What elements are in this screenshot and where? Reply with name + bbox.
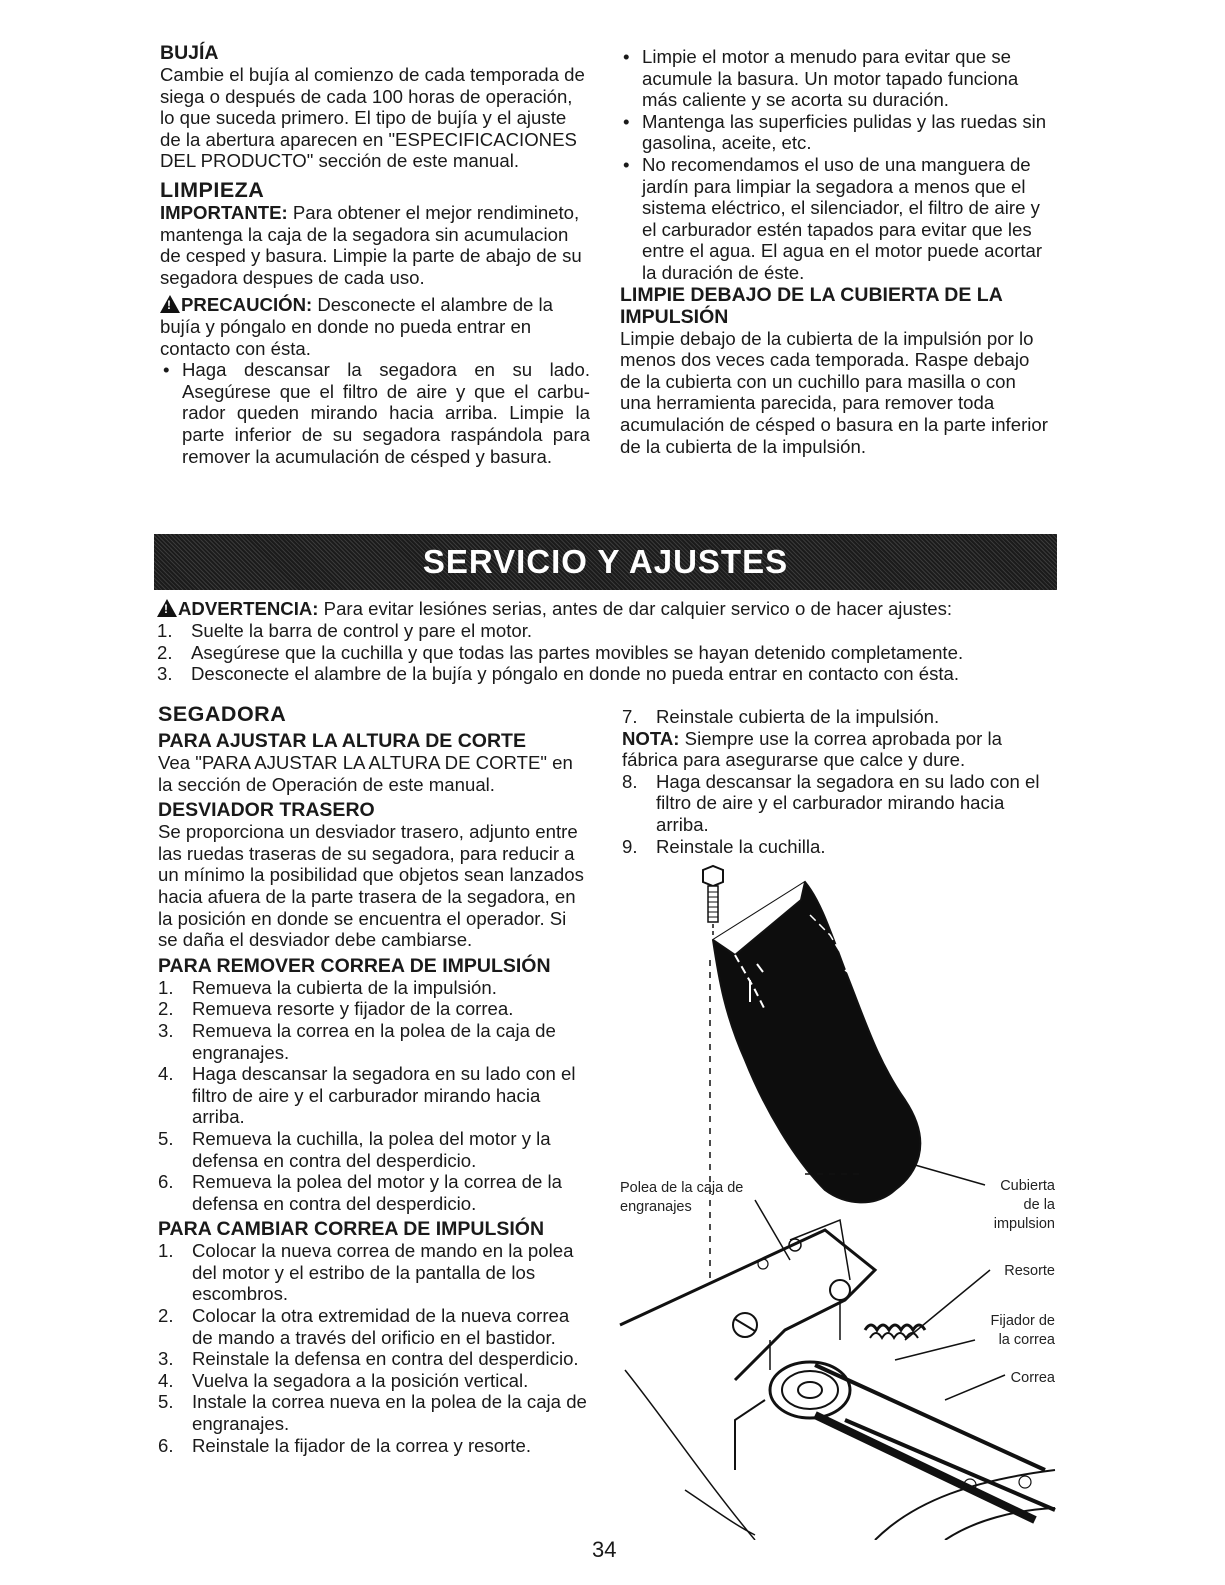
remover-heading: PARA REMOVER CORREA DE IMPULSIÓN (158, 954, 551, 977)
list-item: • No recomendamos el uso de una manguera de jardín para limpiar la segadora a menos que el sistema eléctrico, el silenciador, el filtro de aire y el carburador estén tapados para evitar que les entre el agua. El agua en el motor puede acortar la duración de éste. (620, 154, 1050, 284)
list-item: • Mantenga las superficies pulidas y las ruedas sin gasolina, aceite, etc. (620, 111, 1050, 154)
warning-text: Para evitar lesiónes serias, antes de dar calquier servico o de hacer ajustes: (318, 598, 953, 619)
page-number: 34 (592, 1537, 617, 1562)
nota-label: NOTA: (622, 727, 680, 749)
warning-triangle-icon (157, 599, 177, 617)
label-cubierta-line3: impulsion (993, 1216, 1055, 1232)
pulley-icon (735, 1362, 850, 1470)
warning-steps (157, 620, 1057, 685)
left-top-column (160, 42, 590, 467)
right-top-column (620, 46, 1050, 457)
list-item: • Limpie el motor a menudo para evitar que se acumule la basura. Un motor tapado funciona más caliente y se acorta su duración. (620, 46, 1050, 111)
list-item: 9. Reinstale la cuchilla. (622, 835, 826, 857)
nota-text: Siempre use la correa aprobada por la fábrica para asegurarse que calce y dure. (622, 727, 1002, 771)
remover-steps (158, 977, 590, 1215)
list-item: • Haga descansar la segadora en su lado. Asegúrese que el filtro de aire y que el carburador queden mirando hacia arriba. Limpie la parte inferior de su segadora raspándola para remover la acumulación de césped y basura. (160, 359, 590, 467)
list-item: 1. Colocar la nueva correa de mando en la polea del motor y el estribo de la pantalla de los escombros. (158, 1240, 574, 1305)
list-item: 4. Haga descansar la segadora en su lado con el filtro de aire y el carburador mirando hacia arriba. (158, 1063, 576, 1128)
cubierta-text: Limpie debajo de la cubierta de la impulsión por lo menos dos veces cada temporada. Raspe debajo de la cubierta con un cuchillo para masilla o con una herramienta parecida, para remover toda acumulación de césped o basura en la parte inferior de la cubierta de la impulsión. (620, 327, 1048, 457)
bujia-text: Cambie el bujía al comienzo de cada temporada de siega o después de cada 100 horas de operación, lo que suceda primero. El tipo de bujía y el ajuste de la abertura aparecen en "ESPECIFICACIONES DEL PRODUCTO" sección de este manual. (160, 64, 585, 172)
list-item: 2. Colocar la otra extremidad de la nueva correa de mando a través del orificio en el bastidor. (158, 1305, 570, 1348)
cambiar-steps-continued (622, 706, 1052, 728)
cambiar-steps (158, 1240, 590, 1456)
cubierta-heading: LIMPIE DEBAJO DE LA CUBIERTA DE LA IMPULSIÓN (620, 283, 1003, 328)
desviador-text: Se proporciona un desviador trasero, adjunto entre las ruedas traseras de su segadora, para reducir a un mínimo la posibilidad que objetos sean lanzados hacia afuera de la parte trasera de la segadora, en la posición en donde se encuentra el operador. Si se daña el desviador debe cambiarse. (158, 821, 584, 951)
right-bottom-column (622, 706, 1052, 857)
drive-belt-diagram (615, 860, 1060, 1540)
final-steps (622, 771, 1052, 857)
caution-label: PRECAUCIÓN: (181, 294, 313, 316)
label-polea-line1: Polea de la caja de (620, 1180, 744, 1196)
label-cubierta-line2: de la (1023, 1197, 1055, 1213)
banner-title: SERVICIO Y AJUSTES (422, 543, 789, 580)
label-polea-line2: engranajes (620, 1199, 692, 1215)
list-item: 6. Remueva la polea del motor y la correa de la defensa en contra del desperdicio. (158, 1171, 563, 1214)
nota-line (622, 728, 1052, 771)
bujia-heading: BUJÍA (160, 42, 219, 64)
list-item: 1. Suelte la barra de control y pare el motor. (157, 619, 533, 641)
left-bottom-column (158, 702, 590, 1456)
list-item: 3. Desconecte el alambre de la bujía y póngalo en donde no pueda entrar en contacto con ésta. (157, 663, 960, 685)
label-cubierta-line1: Cubierta (1000, 1178, 1055, 1194)
limpieza-bullets-right (620, 46, 1050, 284)
list-item: 8. Haga descansar la segadora en su lado con el filtro de aire y el carburador mirando hacia arriba. (622, 770, 1040, 835)
desviador-heading: DESVIADOR TRASERO (158, 799, 375, 822)
label-correa: Correa (1010, 1370, 1055, 1386)
list-item: 3. Remueva la correa en la polea de la caja de engranajes. (158, 1019, 556, 1063)
screw-icon (830, 1280, 850, 1340)
list-item: 5. Instale la correa nueva en la polea de la caja de engranajes. (158, 1391, 587, 1435)
list-item: 3. Reinstale la defensa en contra del desperdicio. (158, 1348, 579, 1370)
list-item: 2. Asegúrese que la cuchilla y que todas las partes movibles se hayan detenido completamente. (157, 641, 964, 663)
list-item: 1. Remueva la cubierta de la impulsión. (158, 976, 497, 998)
cambiar-heading: PARA CAMBIAR CORREA DE IMPULSIÓN (158, 1218, 545, 1241)
warning-block (157, 598, 1057, 685)
warning-label: ADVERTENCIA: (178, 598, 319, 619)
section-banner (154, 534, 1057, 590)
limpieza-important (160, 202, 590, 288)
label-fijador-line2: la correa (998, 1332, 1055, 1348)
warning-line (157, 598, 1057, 620)
list-item: 5. Remueva la cuchilla, la polea del motor y la defensa en contra del desperdicio. (158, 1127, 551, 1171)
important-label: IMPORTANTE: (160, 201, 288, 223)
list-item: 7. Reinstale cubierta de la impulsión. (622, 706, 940, 727)
list-item: 2. Remueva resorte y fijador de la correa. (158, 998, 514, 1020)
altura-heading: PARA AJUSTAR LA ALTURA DE CORTE (158, 730, 526, 752)
bolt-icon (703, 866, 723, 938)
list-item: 6. Reinstale la fijador de la correa y resorte. (158, 1434, 531, 1456)
label-resorte: Resorte (1004, 1263, 1055, 1279)
important-text: Para obtener el mejor rendimineto, mantenga la caja de la segadora sin acumulacion de cesped y basura. Limpie la parte de abajo de su segadora despues de cada uso. (160, 201, 582, 288)
segadora-heading: SEGADORA (158, 702, 287, 726)
limpieza-caution (160, 294, 590, 359)
warning-triangle-icon (160, 295, 180, 313)
altura-text: Vea "PARA AJUSTAR LA ALTURA DE CORTE" en la sección de Operación de este manual. (158, 752, 573, 795)
label-fijador-line1: Fijador de (990, 1313, 1055, 1329)
caution-text: Desconecte el alambre de la bujía y póngalo en donde no pueda entrar en contacto con ésta. (160, 294, 554, 359)
list-item: 4. Vuelva la segadora a la posición vertical. (158, 1369, 529, 1391)
limpieza-bullets-left (160, 359, 590, 467)
limpieza-heading: LIMPIEZA (160, 177, 265, 202)
